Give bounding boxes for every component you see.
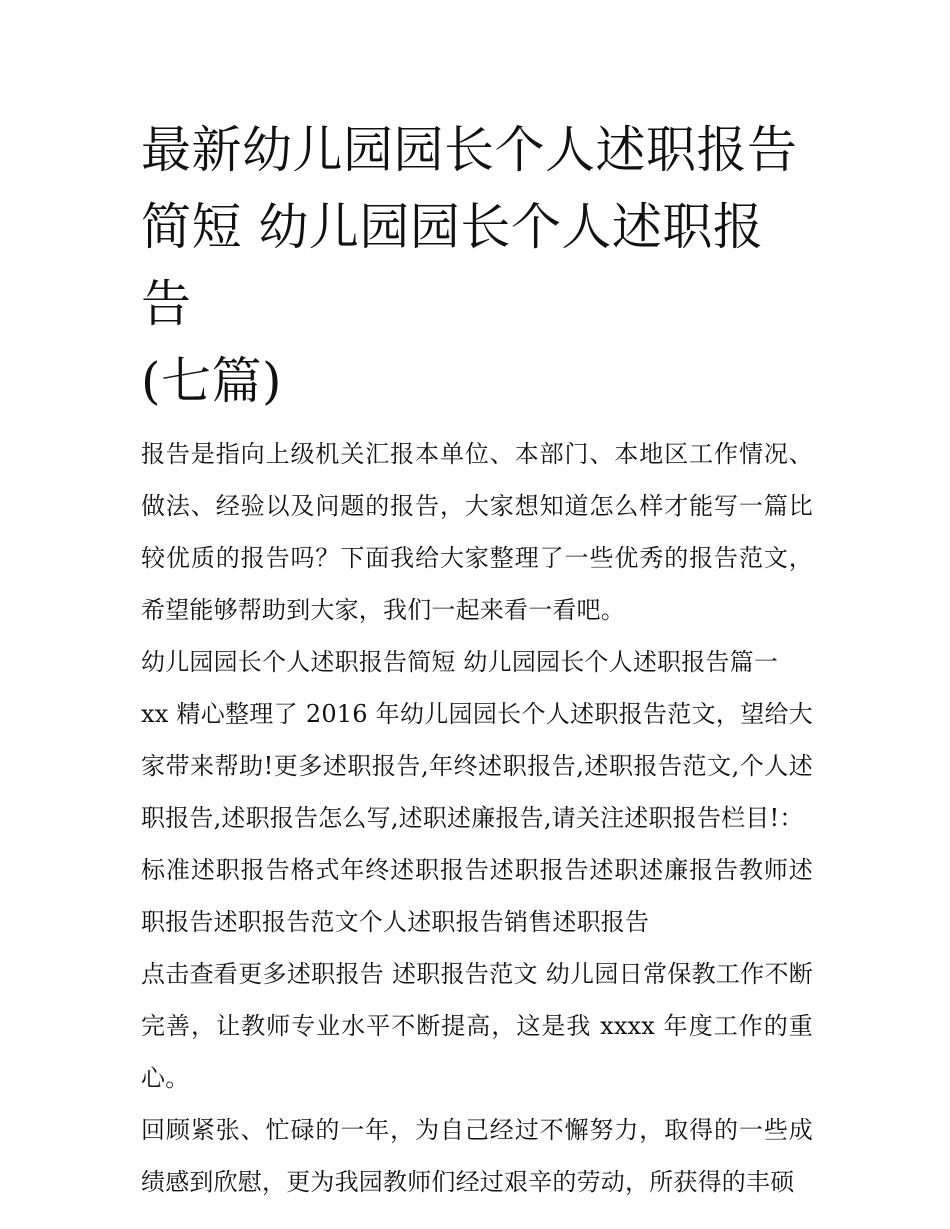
document-title	[141, 112, 813, 420]
intro-paragraph: 报告是指向上级机关汇报本单位、本部门、本地区工作情况、做法、经验以及问题的报告，大家想知道怎么样才能写一篇比较优质的报告吗？下面我给大家整理了一些优秀的报告范文，希望能够帮助到大家，我们一起来看一看吧。	[141, 440, 813, 624]
body-paragraph-3: 点击查看更多述职报告 述职报告范文 幼儿园日常保教工作不断完善，让教师专业水平不断提高，这是我 xxxx 年度工作的重心。	[141, 960, 813, 1092]
body-paragraph-1: xx 精心整理了 2016 年幼儿园园长个人述职报告范文，望给大家带来帮助!更多述职报告,年终述职报告,述职报告范文,个人述职报告,述职报告怎么写,述职述廉报告,请关注述职报告栏目!：	[141, 700, 813, 832]
document-page	[141, 112, 813, 1208]
title-line-1: 最新幼儿园园长个人述职报告	[141, 121, 798, 179]
body-paragraph-4: 回顾紧张、忙碌的一年，为自己经过不懈努力，取得的一些成绩感到欣慰，更为我园教师们经过艰辛的劳动，所获得的丰硕	[141, 1116, 813, 1196]
title-line-3: (七篇)	[141, 352, 283, 410]
body-paragraph-2: 标准述职报告格式年终述职报告述职报告述职述廉报告教师述职报告述职报告范文个人述职报告销售述职报告	[141, 856, 813, 936]
title-line-2: 简短 幼儿园园长个人述职报告	[141, 198, 764, 333]
section-heading: 幼儿园园长个人述职报告简短 幼儿园园长个人述职报告篇一	[141, 648, 779, 676]
